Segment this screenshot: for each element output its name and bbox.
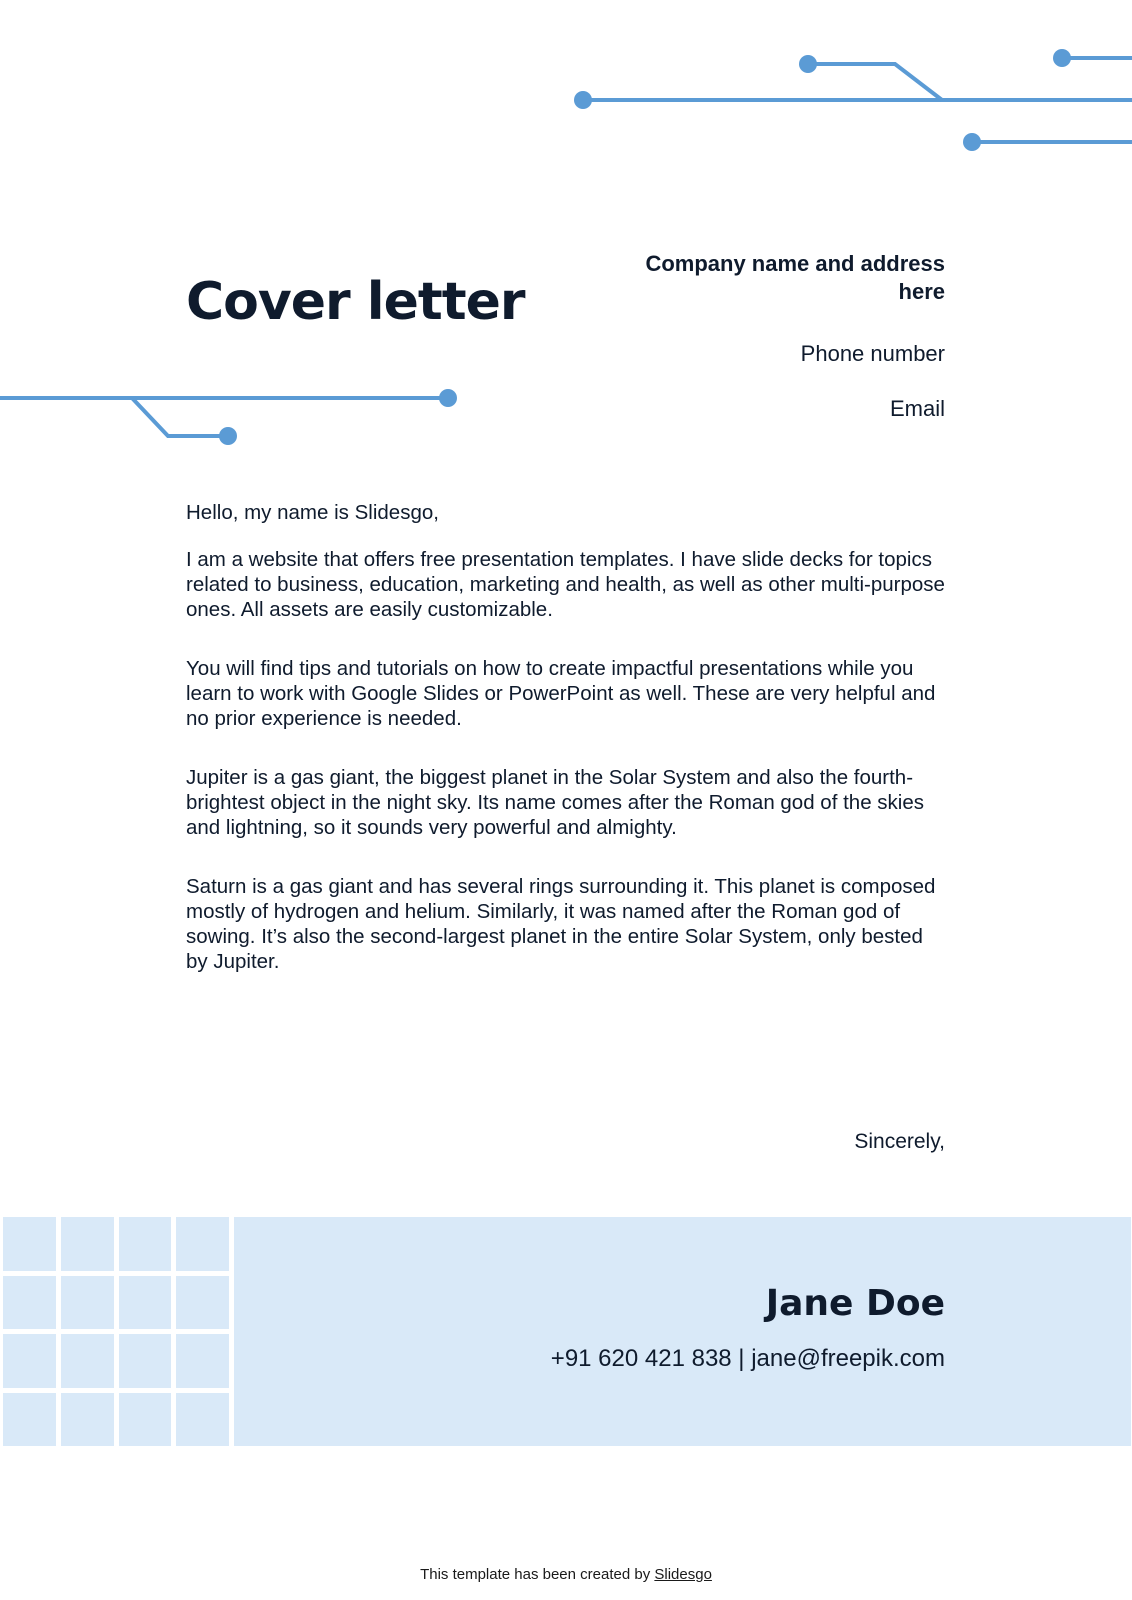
email-address: Email — [889, 396, 945, 421]
credit-text: This template has been created by — [420, 1566, 655, 1583]
template-credit — [0, 1566, 1132, 1583]
circuit-decoration — [0, 0, 1132, 460]
grid-cell — [61, 1334, 114, 1388]
grid-cell — [119, 1393, 172, 1447]
letter-paragraph: I am a website that offers free presentation templates. I have slide decks for topics related to business, education, marketing and health, as well as other multi-purpose ones. All assets are easily customizable. — [186, 548, 945, 621]
grid-cell — [61, 1217, 114, 1271]
grid-cell — [119, 1334, 172, 1388]
grid-cell — [176, 1276, 229, 1330]
grid-cell — [3, 1276, 56, 1330]
signature-panel — [234, 1217, 1131, 1446]
signature-name: Jane Doe — [765, 1283, 945, 1324]
letter-body — [186, 500, 946, 1008]
grid-cell — [119, 1217, 172, 1271]
letter-paragraph: Saturn is a gas giant and has several rings surrounding it. This planet is composed mostly of hydrogen and helium. Similarly, it was named after the Roman god of sowing. It’s also the second-largest planet in the entire Solar System, only bested by Jupiter. — [186, 875, 936, 973]
letter-closing: Sincerely, — [854, 1130, 945, 1153]
letter-greeting: Hello, my name is Slidesgo, — [186, 501, 439, 524]
slidesgo-link[interactable]: Slidesgo — [654, 1566, 712, 1583]
grid-cell — [119, 1276, 172, 1330]
company-address: Company name and address here — [645, 251, 945, 304]
grid-cell — [61, 1393, 114, 1447]
grid-cell — [3, 1217, 56, 1271]
grid-cell — [3, 1334, 56, 1388]
signature-contact: +91 620 421 838 | jane@freepik.com — [550, 1345, 945, 1372]
page-title: Cover letter — [186, 272, 525, 332]
grid-cell — [176, 1334, 229, 1388]
letter-paragraph: Jupiter is a gas giant, the biggest planet in the Solar System and also the fourth-brightest object in the night sky. Its name comes after the Roman god of the skies and lightning, so it sounds very powerful and almighty. — [186, 766, 924, 839]
phone-number: Phone number — [800, 341, 945, 366]
grid-cell — [3, 1393, 56, 1447]
grid-cell — [176, 1217, 229, 1271]
recipient-contact-block — [615, 250, 945, 423]
decorative-grid — [3, 1217, 229, 1446]
signature-band — [0, 1217, 1131, 1446]
grid-cell — [61, 1276, 114, 1330]
grid-cell — [176, 1393, 229, 1447]
letter-paragraph: You will find tips and tutorials on how to create impactful presentations while you learn to work with Google Slides or PowerPoint as well. These are very helpful and no prior experience is needed. — [186, 657, 936, 730]
